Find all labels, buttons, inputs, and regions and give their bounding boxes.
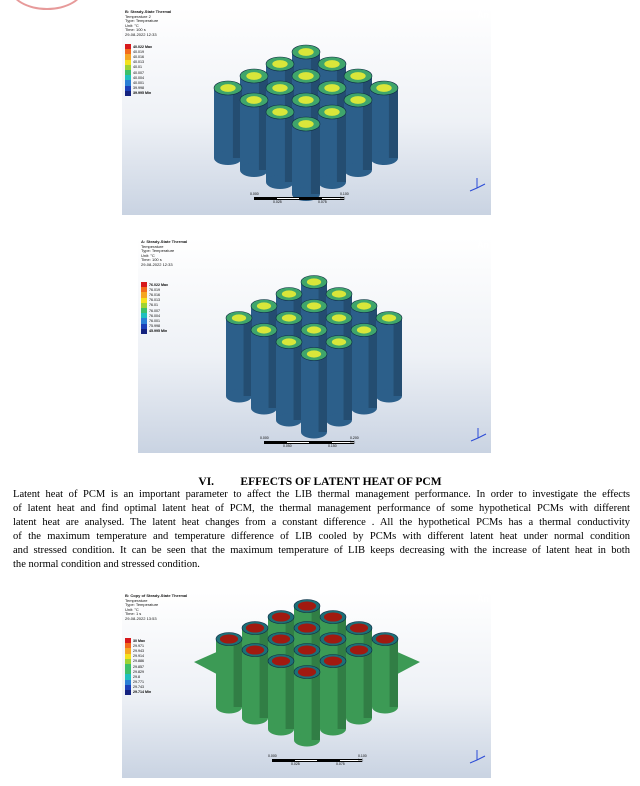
battery-cell [251, 324, 277, 415]
battery-cell [351, 324, 377, 415]
figure-2-legend [141, 282, 168, 334]
battery-cell [326, 336, 352, 427]
figure-header-line: Type: Temperature [125, 602, 159, 608]
paragraph-line: Latent heat of PCM is an important parameter to affect the LIB thermal management performance. In order to investigate the effects [13, 489, 630, 500]
legend-label: 45.995 Min [149, 329, 168, 334]
battery-cell [372, 633, 398, 714]
axis-triad-icon [470, 750, 485, 763]
figure-3-header [125, 594, 187, 622]
figure-header-line: Type: Temperature [125, 18, 159, 24]
legend-label: 76.007 [149, 308, 160, 313]
figure-1-simulation [122, 8, 491, 215]
stamp-mark [10, 0, 84, 10]
legend-entry [125, 690, 151, 695]
legend-label: 29.943 [133, 648, 144, 653]
paragraph-line: of the maximum temperature and temperature difference of LIB cooled by PCMs with different latent heat under normal condition [13, 531, 630, 543]
battery-cell [292, 117, 320, 201]
legend-label: 40.016 [133, 54, 144, 59]
scale-label: 0.000 [250, 192, 259, 196]
scale-label: 0.100 (m) [340, 192, 349, 200]
legend-label: 29.829 [133, 669, 144, 674]
figure-header-line: 29-08-2022 12:33 [141, 261, 173, 267]
legend-label: 75.998 [149, 324, 160, 329]
battery-cell [276, 336, 302, 427]
axis-triad-icon [470, 178, 485, 191]
figure-1-legend [125, 44, 152, 96]
legend-label: 40.019 [133, 49, 144, 54]
legend-label: 40.01 [133, 65, 142, 70]
battery-cell [370, 81, 398, 165]
battery-cell [301, 348, 327, 439]
figure-header-line: Type: Temperature [141, 248, 175, 254]
legend-label: 40.022 Max [133, 44, 152, 49]
paragraph-line: and stressed condition. It can be seen that the maximum temperature of LIB keeps decreasing with the increase of latent heat in both [13, 545, 630, 557]
scale-label: 0.150 [328, 444, 337, 448]
legend-label: 76.019 [149, 287, 160, 292]
legend-label: 39.995 Min [133, 91, 152, 96]
legend-label: 29.886 [133, 659, 144, 664]
scale-label: 0.000 [268, 754, 277, 758]
figure-header-line: 29-08-2022 12:33 [125, 31, 157, 37]
legend-label: 40.001 [133, 80, 144, 85]
section-title: EFFECTS OF LATENT HEAT OF PCM [240, 476, 442, 488]
battery-cell [318, 105, 346, 189]
figure-3-corner-logo: An [477, 594, 489, 604]
scale-label: 0.050 [283, 444, 292, 448]
paragraph-line: the normal condition and stressed condition. [13, 559, 200, 571]
figure-2-cells [138, 238, 491, 453]
figure-header-line: Time: 100 s [125, 27, 146, 33]
figure-header-line: Temperature [141, 243, 164, 249]
axis-triad-icon [471, 428, 486, 441]
figure-2-scale-bar [260, 436, 359, 449]
legend-label: 76.001 [149, 318, 160, 323]
legend-label: 29.771 [133, 680, 144, 685]
figure-3-scale-bar [268, 754, 367, 767]
battery-cell [376, 312, 402, 403]
legend-label: 29.714 Min [133, 690, 152, 695]
figure-1-cells [122, 8, 491, 215]
scale-label: 0.075 [318, 200, 327, 204]
legend-label: 76.016 [149, 292, 160, 297]
figure-3-simulation [122, 592, 491, 778]
legend-label: 76.013 [149, 298, 160, 303]
figure-header-line: B: Steady-State Thermal [125, 9, 172, 14]
legend-label: 40.004 [133, 75, 144, 80]
legend-entry [141, 329, 168, 334]
legend-label: 76.01 [149, 303, 158, 308]
legend-label: 29.914 [133, 654, 144, 659]
legend-label: 30 Max [133, 638, 145, 643]
figure-header-line: Unit: °C [125, 606, 139, 612]
legend-label: 40.013 [133, 60, 144, 65]
section-number: VI. [198, 476, 215, 488]
legend-label: 29.743 [133, 685, 144, 690]
legend-swatch [141, 329, 147, 334]
legend-label: 76.004 [149, 313, 160, 318]
battery-cell [294, 666, 320, 747]
legend-label: 39.998 [133, 86, 144, 91]
figure-1-scale-bar [250, 192, 349, 205]
figure-header-line: A: Steady-State Thermal [141, 239, 188, 244]
figure-header-line: Time: 100 s [141, 257, 162, 263]
legend-entry [125, 91, 152, 96]
figure-1-header [125, 10, 171, 38]
legend-label: 29.971 [133, 643, 144, 648]
battery-cell [226, 312, 252, 403]
section-heading [0, 476, 640, 488]
scale-label: 0.200 (m) [350, 436, 359, 444]
battery-cell [268, 655, 294, 736]
figure-2-simulation [138, 238, 491, 453]
battery-cell [344, 93, 372, 177]
legend-swatch [125, 690, 131, 695]
battery-cell [214, 81, 242, 165]
paragraph-line: latent heat are analysed. The latent heat changes from a constant difference . All the hypothetical PCMs has a thermal conductivity [13, 517, 630, 529]
legend-label: 40.007 [133, 70, 144, 75]
figure-1-corner-logo: An [477, 10, 489, 20]
figure-header-line: Unit: °C [125, 22, 139, 28]
scale-label: 0.025 [273, 200, 282, 204]
body-paragraph [13, 488, 630, 573]
battery-cell [266, 105, 294, 189]
figure-header-line: 29-08-2022 13:53 [125, 615, 157, 621]
figure-2-corner-logo: An [477, 240, 489, 250]
scale-label: 0.000 [260, 436, 269, 440]
battery-cell [346, 644, 372, 725]
figure-header-line: Time: 1 s [125, 611, 142, 617]
scale-label: 0.100 (m) [358, 754, 367, 762]
scale-label: 0.075 [336, 762, 345, 766]
battery-cell [242, 644, 268, 725]
figure-header-line: Temperature 2 [125, 13, 151, 19]
figure-2-header [141, 240, 187, 268]
figure-header-line: B: Copy of Steady-State Thermal [125, 593, 188, 598]
legend-label: 76.022 Max [149, 282, 168, 287]
legend-label: 29.8 [133, 674, 140, 679]
legend-swatch [125, 91, 131, 96]
battery-cell [320, 655, 346, 736]
scale-label: 0.025 [291, 762, 300, 766]
figure-header-line: Unit: °C [141, 252, 155, 258]
figure-3-legend [125, 638, 151, 695]
paragraph-line: of latent heat and find optimal latent heat of PCM, the thermal management performance of some hypothetical PCMs with different [13, 503, 630, 515]
figure-header-line: Temperature [125, 597, 148, 603]
battery-cell [216, 633, 242, 714]
legend-label: 29.857 [133, 664, 144, 669]
battery-cell [240, 93, 268, 177]
